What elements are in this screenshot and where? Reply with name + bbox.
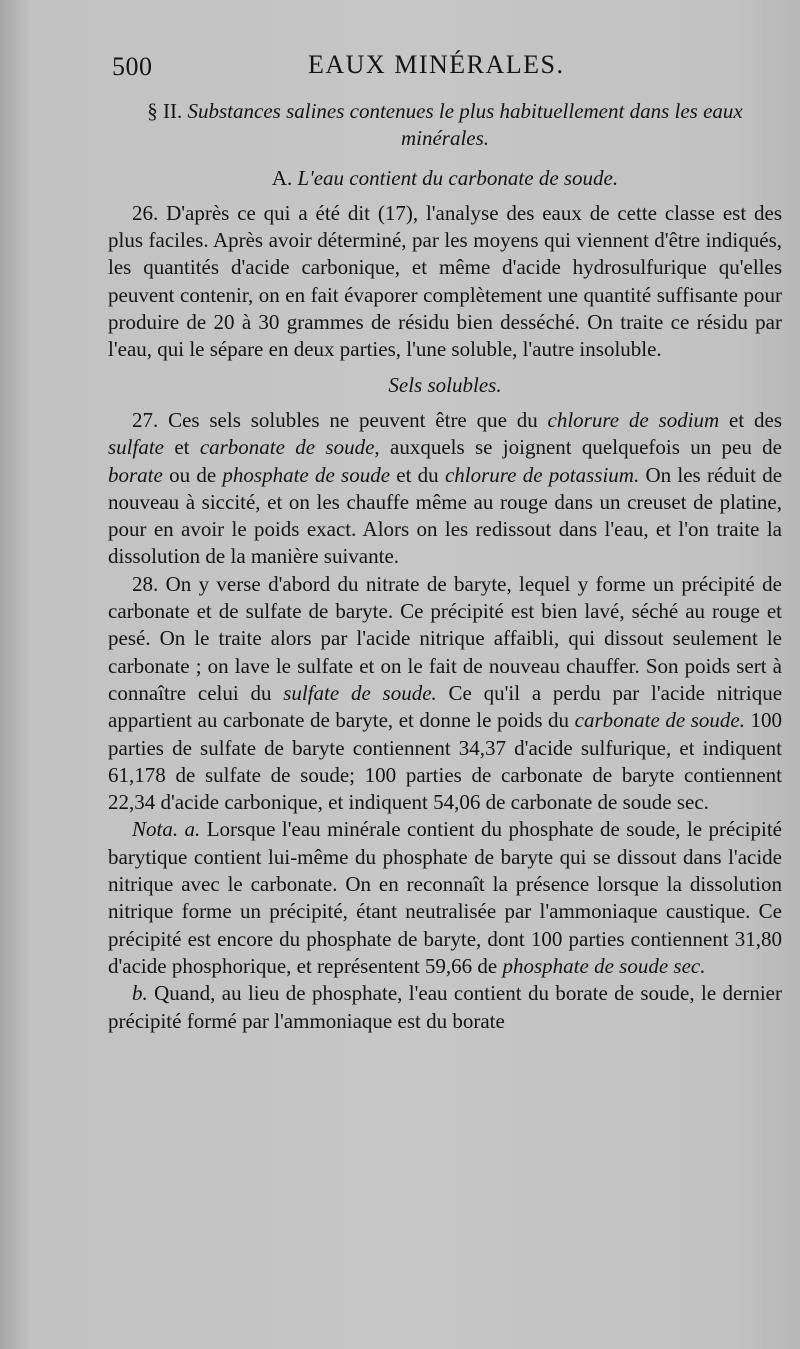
italic-term: carbonate de soude.	[574, 708, 745, 733]
nota-label: Nota. a.	[132, 817, 201, 842]
text-run: Lorsque l'eau minérale contient du phosphate de soude, le précipité barytique contient lui-même du phosphate de baryte qui se dissout dans l'acide nitrique avec le carbonate. On en reconnaît la présence lorsque la dissolution nitrique forme un précipité, étant neutralisée par l'ammoniaque caustique. Ce précipité est encore du phosphate de baryte, dont 100 parties contiennent 31,80 d'acide phosphorique, et représentent 59,66 de	[108, 817, 782, 978]
page-number: 500	[112, 52, 153, 81]
paragraph-27	[108, 407, 782, 571]
italic-term: borate	[108, 462, 163, 487]
text-run: 100 parties de sulfate de baryte contiennent 34,37 d'acide sulfurique, et indiquent 61,178 de sulfate de soude; 100 parties de carbonate de baryte contiennent 22,34 d'acide carbonique, et indiquent 54,06 de carbonate de soude sec.	[108, 708, 783, 815]
italic-term: carbonate de soude	[199, 435, 375, 460]
paragraph-28	[108, 571, 782, 817]
section-heading	[108, 98, 782, 153]
italic-term: chlorure de potassium.	[444, 462, 640, 487]
italic-term: phosphate de soude sec.	[502, 953, 706, 978]
text-run: et du	[390, 462, 445, 487]
section-number: § II.	[147, 99, 183, 123]
text-run: et	[164, 435, 200, 460]
section-title: Substances salines contenues le plus habituellement dans les eaux minérales.	[187, 99, 743, 151]
running-title: EAUX MINÉRALES.	[308, 50, 565, 79]
italic-term: phosphate de soude	[222, 462, 391, 487]
subsection-letter: A.	[271, 165, 293, 190]
paragraph-26: 26. D'après ce qui a été dit (17), l'analyse des eaux de cette classe est des plus faciles. Après avoir déterminé, par les moyens qui viennent d'être indiqués, les quantités d'acide carbonique, et même d'acide hydrosulfurique qu'elles peuvent contenir, on en fait évaporer complètement une quantité suffisante pour produire de 20 à 30 grammes de résidu bien desséché. On traite ce résidu par l'eau, qui le sépare en deux parties, l'une soluble, l'autre insoluble.	[108, 200, 782, 362]
nota-a-paragraph	[108, 816, 782, 980]
text-run: Quand, au lieu de phosphate, l'eau contient du borate de soude, le dernier précipité formé par l'ammoniaque est du borate	[108, 981, 782, 1033]
italic-term: chlorure de sodium	[547, 407, 720, 432]
text-run: On les réduit de nouveau à siccité, et on les chauffe même au rouge dans un creuset de platine, pour en avoir le poids exact. Alors on les redissout dans l'eau, et l'on traite la dissolution de la manière suivante.	[108, 462, 783, 569]
subsection-title: L'eau contient du carbonate de soude.	[297, 165, 619, 190]
text-run: Ce qu'il a perdu par l'acide nitrique appartient au carbonate de baryte, et donne le poids du	[108, 680, 783, 733]
italic-term: sulfate de soude.	[283, 680, 437, 705]
italic-term: sulfate	[108, 435, 164, 460]
text-run: , auxquels se joignent quelquefois un peu de	[374, 435, 783, 460]
sels-solubles-heading: Sels solubles.	[388, 372, 502, 397]
paragraph-b	[108, 980, 782, 1035]
body-text	[108, 98, 782, 1035]
text-run: ou de	[162, 462, 223, 487]
text-run: et des	[719, 407, 782, 432]
text-run: 28. On y verse d'abord du nitrate de baryte, lequel y forme un précipité de carbonate et de sulfate de baryte. Ce précipité est bien lavé, séché au rouge et pesé. On le traite alors par l'acide nitrique affaibli, qui dissout seulement le carbonate ; on lave le sulfate et on le fait de nouveau chauffer. Son poids sert à connaître celui du	[108, 571, 782, 705]
subsection-heading	[108, 165, 782, 192]
page-header	[112, 50, 776, 86]
item-label: b.	[132, 981, 148, 1006]
text-run: 27. Ces sels solubles ne peuvent être que du	[132, 407, 548, 432]
